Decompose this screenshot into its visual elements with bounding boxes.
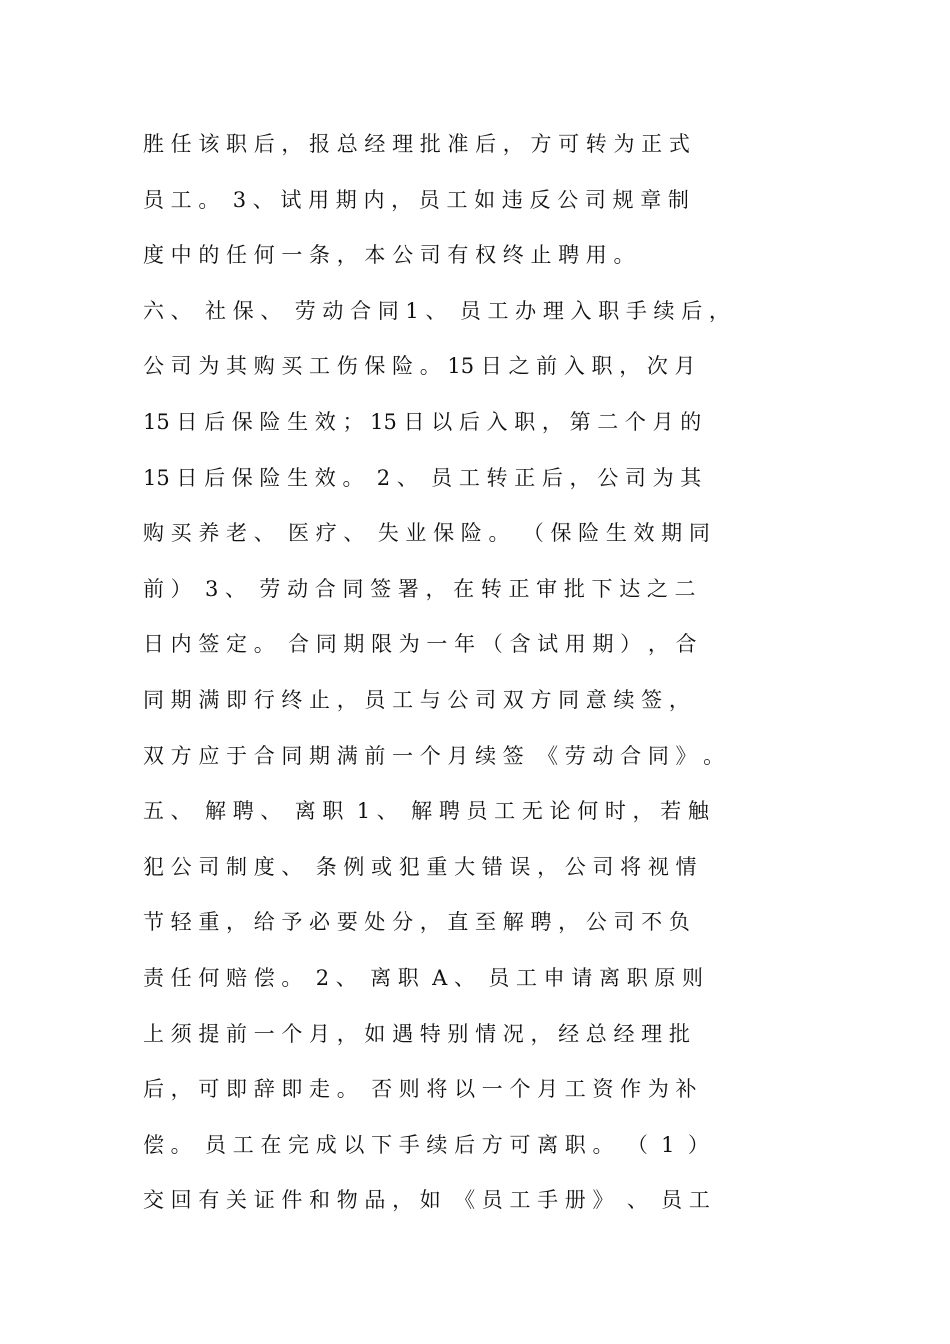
text-line-17: 上 须 提 前 一 个 月 ， 如 遇 特 别 情 况 ， 经 总 经 理 批	[143, 1021, 690, 1046]
text-line-3: 度 中 的 任 何 一 条 ， 本 公 司 有 权 终 止 聘 用 。	[143, 243, 635, 268]
text-line-9: 前 ） 3 、 劳 动 合 同 签 署 ， 在 转 正 审 批 下 达 之 二	[143, 576, 696, 601]
text-line-20: 交 回 有 关 证 件 和 物 品 ， 如 《 员 工 手 册 》 、 员 工	[143, 1188, 710, 1213]
text-line-14: 犯 公 司 制 度 、 条 例 或 犯 重 大 错 误 ， 公 司 将 视 情	[143, 854, 697, 879]
text-line-7: 15 日 后 保 险 生 效 。 2 、 员 工 转 正 后 ， 公 司 为 其	[143, 465, 702, 490]
text-line-4: 六 、 社 保 、 劳 动 合 同 1 、 员 工 办 理 入 职 手 续 后 ，	[143, 298, 730, 323]
text-line-12: 双 方 应 于 合 同 期 满 前 一 个 月 续 签 《 劳 动 合 同 》 。	[143, 743, 725, 768]
text-line-19: 偿 。 员 工 在 完 成 以 下 手 续 后 方 可 离 职 。 （ 1 ）	[143, 1132, 709, 1157]
text-line-2: 员 工 。 3 、 试 用 期 内 ， 员 工 如 违 反 公 司 规 章 制	[143, 187, 689, 212]
text-line-13: 五 、 解 聘 、 离 职 1 、 解 聘 员 工 无 论 何 时 ， 若 触	[143, 799, 709, 824]
text-line-16: 责 任 何 赔 偿 。 2 、 离 职 A 、 员 工 申 请 离 职 原 则	[143, 965, 704, 990]
text-line-1: 胜 任 该 职 后 ， 报 总 经 理 批 准 后 ， 方 可 转 为 正 式	[143, 132, 690, 156]
text-line-10: 日 内 签 定 。 合 同 期 限 为 一 年 （ 含 试 用 期 ） ， 合	[143, 632, 697, 657]
text-line-15: 节 轻 重 ， 给 予 必 要 处 分 ， 直 至 解 聘 ， 公 司 不 负	[143, 910, 690, 935]
text-line-6: 15 日 后 保 险 生 效 ； 15 日 以 后 入 职 ， 第 二 个 月 的	[143, 409, 702, 434]
text-line-8: 购 买 养 老 、 医 疗 、 失 业 保 险 。 （ 保 险 生 效 期 同	[143, 521, 710, 546]
text-line-18: 后 ， 可 即 辞 即 走 。 否 则 将 以 一 个 月 工 资 作 为 补	[143, 1077, 697, 1102]
text-line-11: 同 期 满 即 行 终 止 ， 员 工 与 公 司 双 方 同 意 续 签 ，	[143, 687, 690, 712]
text-line-5: 公 司 为 其 购 买 工 伤 保 险 。 15 日 之 前 入 职 ， 次 月	[143, 354, 696, 379]
body-text	[143, 126, 843, 1238]
